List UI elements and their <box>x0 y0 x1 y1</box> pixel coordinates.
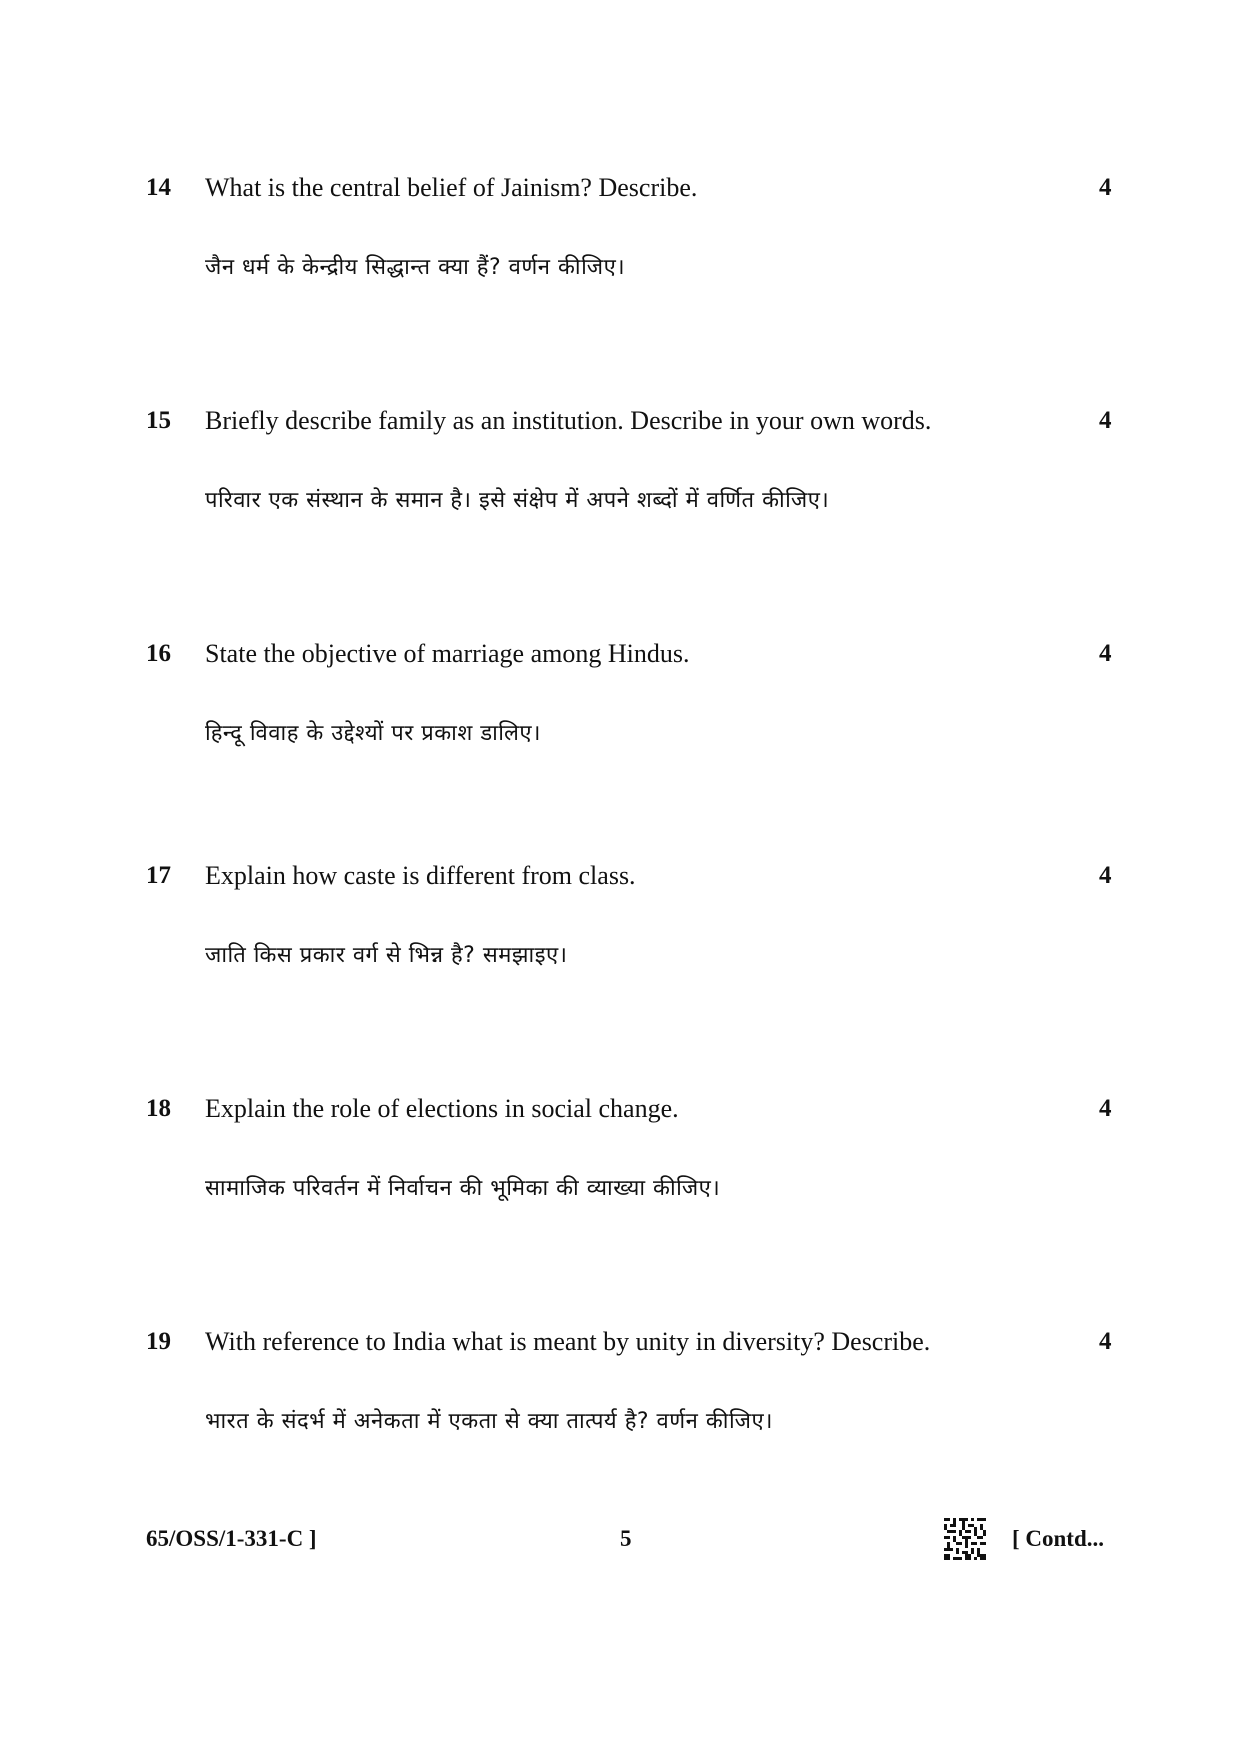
question-number: 19 <box>146 1328 171 1355</box>
question-19 <box>0 1327 1240 1467</box>
page-number: 5 <box>620 1526 632 1551</box>
question-marks: 4 <box>1099 1328 1112 1355</box>
page-footer <box>0 1524 1240 1564</box>
question-text-hindi: जाति किस प्रकार वर्ग से भिन्न है? समझाइए। <box>205 943 568 968</box>
qr-code-icon <box>944 1518 986 1560</box>
question-text-hindi: परिवार एक संस्थान के समान है। इसे संक्षेप में अपने शब्दों में वर्णित कीजिए। <box>205 488 830 513</box>
question-marks: 4 <box>1099 407 1112 434</box>
question-text-english: Explain the role of elections in social change. <box>205 1094 679 1123</box>
question-text-hindi: भारत के संदर्भ में अनेकता में एकता से क्या तात्पर्य है? वर्णन कीजिए। <box>205 1409 774 1434</box>
question-17 <box>0 861 1240 1001</box>
question-number: 16 <box>146 640 171 667</box>
question-marks: 4 <box>1099 640 1112 667</box>
question-marks: 4 <box>1099 1095 1112 1122</box>
question-text-english: Explain how caste is different from class. <box>205 861 636 890</box>
question-number: 18 <box>146 1095 171 1122</box>
question-text-english: What is the central belief of Jainism? Describe. <box>205 173 698 202</box>
question-14 <box>0 173 1240 313</box>
question-number: 15 <box>146 407 171 434</box>
question-text-english: State the objective of marriage among Hindus. <box>205 639 690 668</box>
question-text-english: Briefly describe family as an institution. Describe in your own words. <box>205 406 932 435</box>
question-text-hindi: सामाजिक परिवर्तन में निर्वाचन की भूमिका की व्याख्या कीजिए। <box>205 1176 721 1201</box>
continued-label: [ Contd... <box>1012 1526 1105 1551</box>
question-18 <box>0 1094 1240 1234</box>
question-number: 17 <box>146 862 171 889</box>
paper-code: 65/OSS/1-331-C ] <box>146 1526 317 1551</box>
question-marks: 4 <box>1099 862 1112 889</box>
question-text-hindi: हिन्दू विवाह के उद्देश्यों पर प्रकाश डालिए। <box>205 721 541 746</box>
question-text-english: With reference to India what is meant by unity in diversity? Describe. <box>205 1327 931 1356</box>
question-16 <box>0 639 1240 779</box>
question-marks: 4 <box>1099 174 1112 201</box>
question-text-hindi: जैन धर्म के केन्द्रीय सिद्धान्त क्या हैं? वर्णन कीजिए। <box>205 255 626 280</box>
question-number: 14 <box>146 174 171 201</box>
question-15 <box>0 406 1240 546</box>
